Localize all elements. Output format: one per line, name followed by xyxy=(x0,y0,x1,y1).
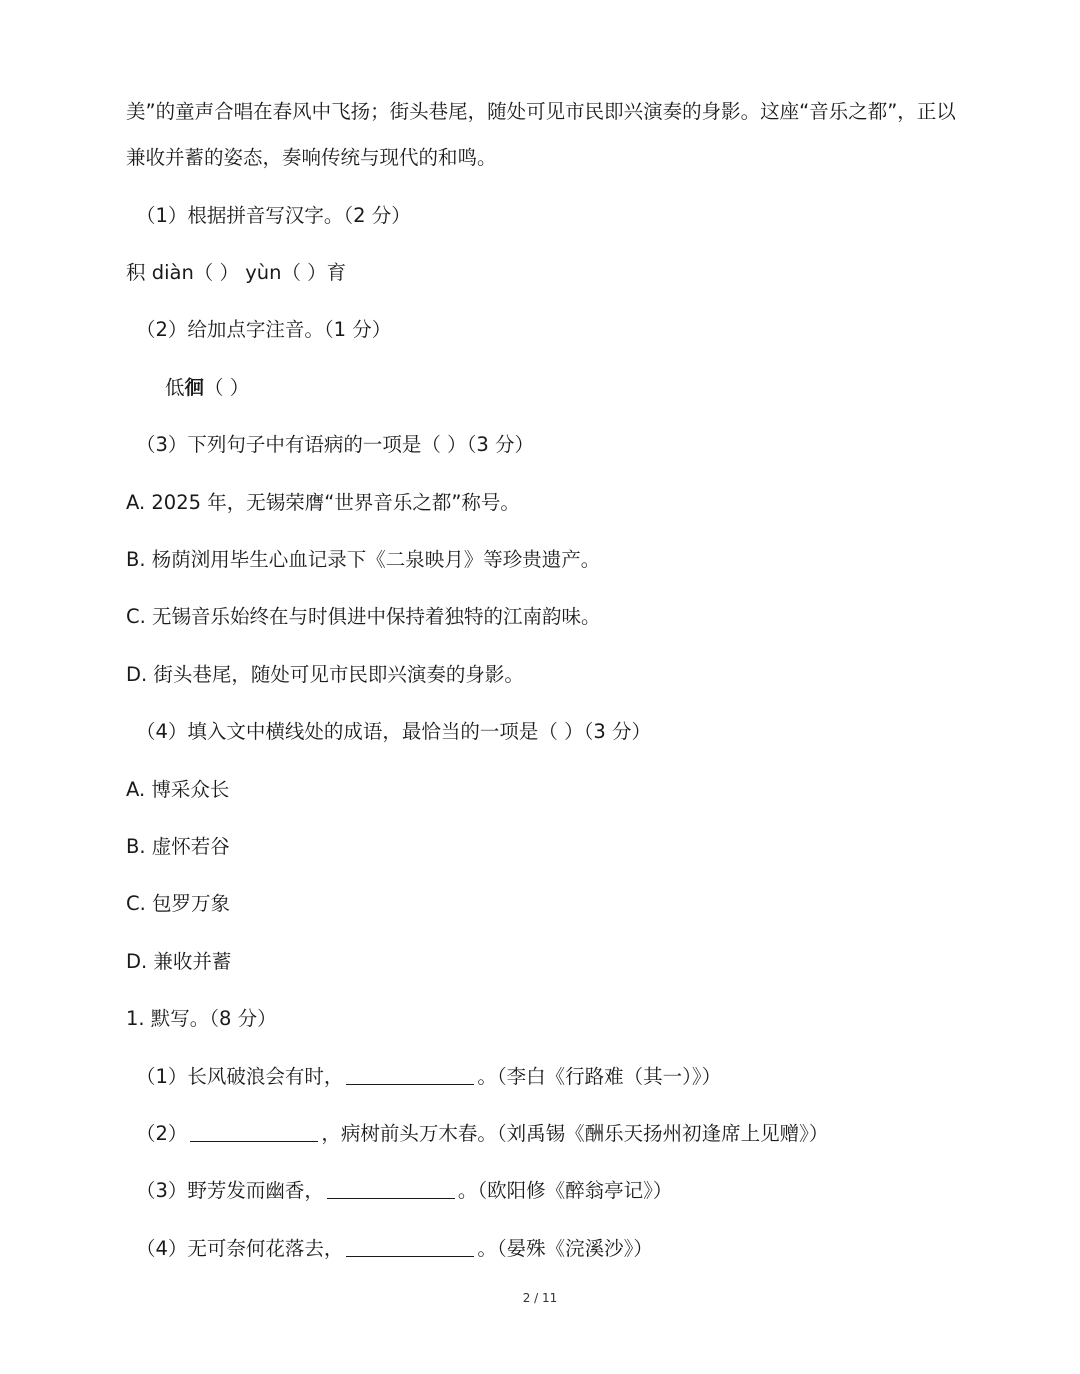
item-text-before: （3）野芳发而幽香， xyxy=(136,1179,324,1202)
item-text-before: （1）长风破浪会有时， xyxy=(136,1065,344,1088)
question-4-option-d: D. 兼收并蓄 xyxy=(126,950,232,973)
passage-line-1: 美”的童声合唱在春风中飞扬；街头巷尾，随处可见市民即兴演奏的身影。这座“音乐之都”，正以 xyxy=(126,100,956,123)
question-4-option-a: A. 博采众长 xyxy=(126,778,230,801)
dotted-character: 徊 xyxy=(184,376,205,399)
question-2-prompt: （2）给加点字注音。（1 分） xyxy=(136,318,392,341)
question-3-option-b: B. 杨荫浏用毕生心血记录下《二泉映月》等珍贵遗产。 xyxy=(126,548,601,571)
item-text-before: （2） xyxy=(136,1122,188,1145)
question-4-option-c: C. 包罗万象 xyxy=(126,892,231,915)
dictation-item xyxy=(136,1235,970,1263)
item-text-after: 。（李白《行路难（其一）》） xyxy=(477,1065,722,1088)
question-1-items: 积 diàn（ ） yùn（ ）育 xyxy=(126,261,347,284)
dictation-item xyxy=(136,1120,970,1148)
question-3-option-c: C. 无锡音乐始终在与时俱进中保持着独特的江南韵味。 xyxy=(126,605,601,628)
answer-blank[interactable] xyxy=(346,1064,474,1085)
question-1-prompt: （1）根据拼音写汉字。（2 分） xyxy=(136,204,411,227)
question-3-option-d: D. 街头巷尾，随处可见市民即兴演奏的身影。 xyxy=(126,663,524,686)
answer-parentheses: （ ） xyxy=(204,376,250,399)
answer-blank[interactable] xyxy=(190,1121,318,1142)
dictation-item xyxy=(136,1063,970,1091)
question-3-prompt: （3）下列句子中有语病的一项是（ ）（3 分） xyxy=(136,433,534,456)
item-text-after: 。（晏殊《浣溪沙》） xyxy=(477,1237,653,1260)
item-text-before: （4）无可奈何花落去， xyxy=(136,1237,344,1260)
page-number: 2 / 11 xyxy=(522,1291,558,1305)
question-4-option-b: B. 虚怀若谷 xyxy=(126,835,230,858)
question-3-option-a: A. 2025 年，无锡荣膺“世界音乐之都”称号。 xyxy=(126,491,520,514)
passage-line-2: 兼收并蓄的姿态，奏响传统与现代的和鸣。 xyxy=(126,146,497,169)
question-4-prompt: （4）填入文中横线处的成语，最恰当的一项是（ ）（3 分） xyxy=(136,720,651,743)
item-text-after: ，病树前头万木春。（刘禹锡《酬乐天扬州初逢席上见赠》） xyxy=(321,1122,829,1145)
answer-blank[interactable] xyxy=(346,1236,474,1257)
question-2-word xyxy=(165,374,970,402)
answer-blank[interactable] xyxy=(327,1178,455,1199)
word-prefix: 低 xyxy=(165,376,185,399)
dictation-heading: 1. 默写。（8 分） xyxy=(126,1007,277,1030)
item-text-after: 。（欧阳修《醉翁亭记》） xyxy=(457,1179,673,1202)
dictation-item xyxy=(136,1177,970,1205)
